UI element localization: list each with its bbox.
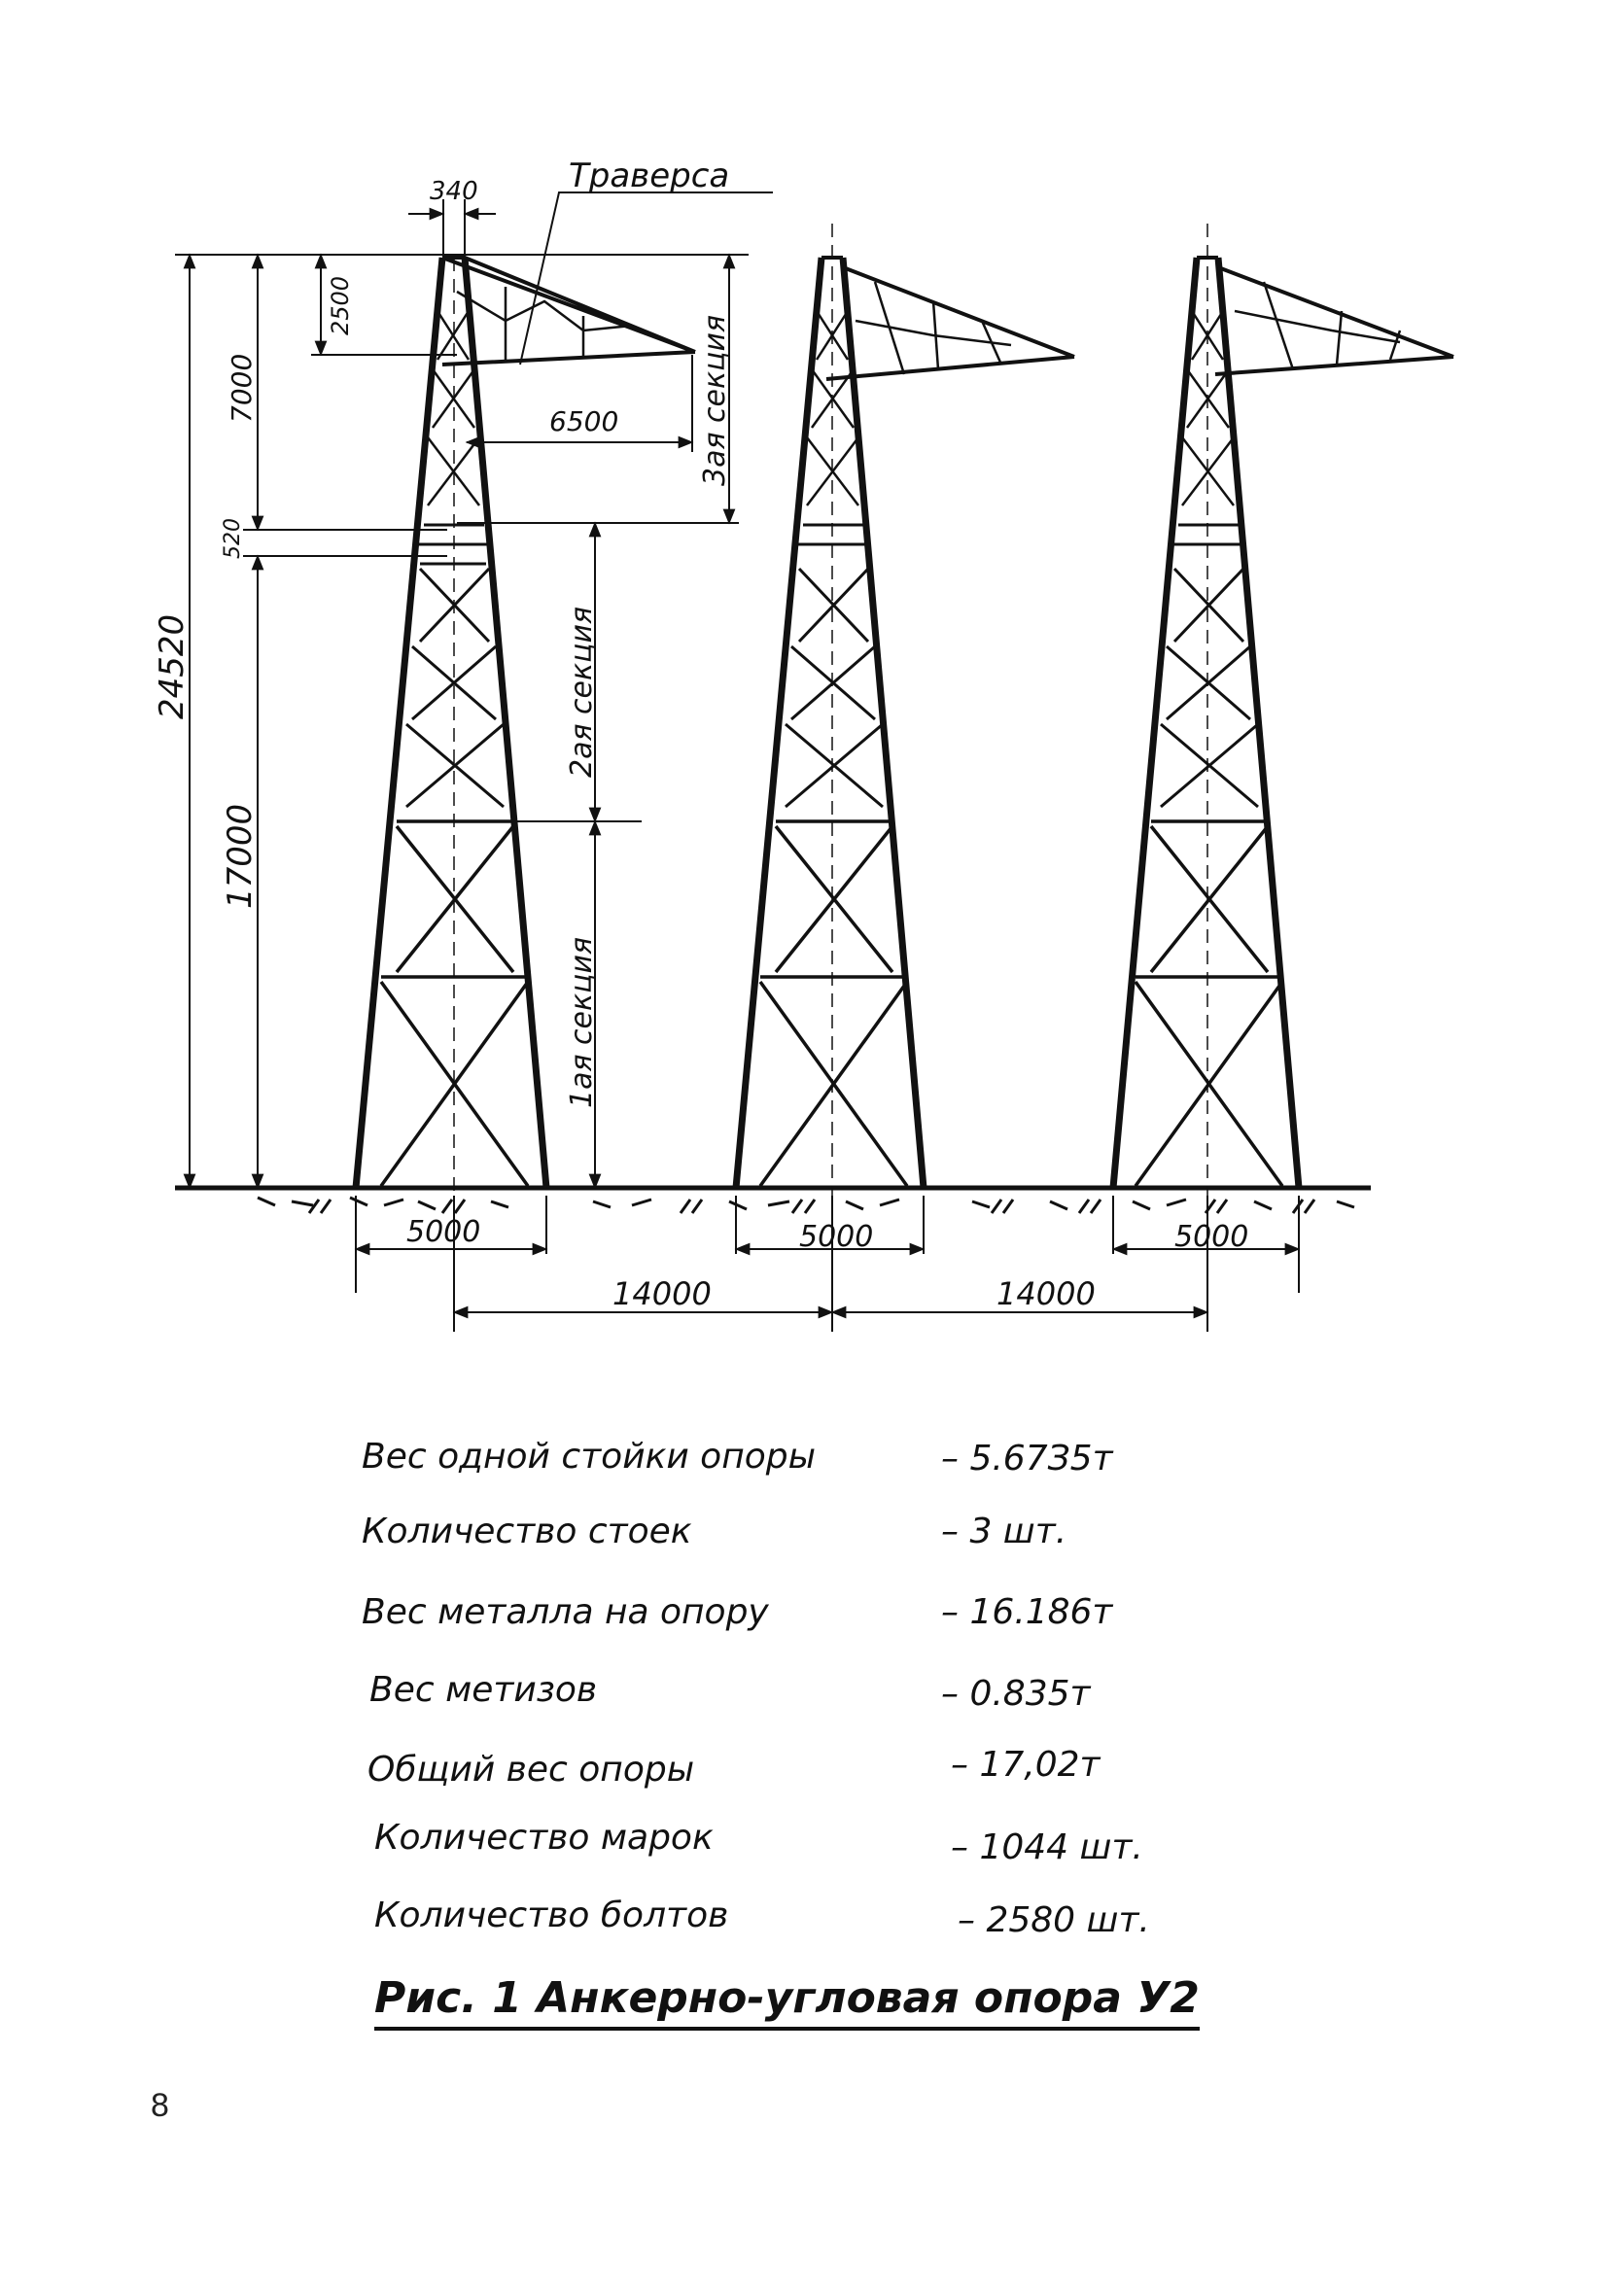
section3-label: 3ая секция xyxy=(698,314,732,486)
figure-caption: Рис. 1 Анкерно-угловая опора У2 xyxy=(374,1973,1200,2031)
dim-section3-height: 7000 xyxy=(226,353,258,423)
spec-value-5: – 17,02т xyxy=(951,1745,1101,1785)
dim-base-width-1: 5000 xyxy=(406,1215,481,1249)
page-number: 8 xyxy=(151,2087,169,2124)
dim-gap: 520 xyxy=(221,518,245,559)
tower-3 xyxy=(1113,224,1453,1196)
dim-base-width-3: 5000 xyxy=(1174,1220,1249,1254)
spec-value-6: – 1044 шт. xyxy=(951,1827,1143,1867)
spec-value-3: – 16.186т xyxy=(941,1592,1113,1632)
spec-label-2: Количество стоек xyxy=(362,1512,692,1551)
spec-label-5: Общий вес опоры xyxy=(367,1750,695,1790)
spec-value-1: – 5.67З5т xyxy=(941,1439,1113,1478)
spec-label-6: Количество марок xyxy=(374,1818,714,1858)
section1-label: 1ая секция xyxy=(565,936,599,1108)
spec-label-3: Вес металла на опору xyxy=(362,1592,769,1632)
spec-value-4: – 0.835т xyxy=(941,1674,1091,1714)
dim-base-width-2: 5000 xyxy=(799,1220,874,1254)
dim-total-height: 24520 xyxy=(153,613,192,719)
dim-lower-height: 17000 xyxy=(221,803,260,909)
tower-1 xyxy=(356,258,695,1196)
dim-spacing-1: 14000 xyxy=(612,1275,712,1312)
spec-label-4: Вес метизов xyxy=(369,1670,598,1710)
spec-value-2: – 3 шт. xyxy=(941,1512,1067,1551)
section2-label: 2ая секция xyxy=(565,606,599,778)
spec-label-1: Вес одной стойки опоры xyxy=(362,1437,817,1477)
dim-spacing-2: 14000 xyxy=(996,1275,1096,1312)
dim-traverse-reach: 6500 xyxy=(549,405,619,437)
traverse-label: Траверса xyxy=(569,157,730,195)
spec-value-7: – 2580 шт. xyxy=(958,1900,1150,1940)
dim-top-width: 340 xyxy=(430,177,478,206)
ground-hatching xyxy=(258,1198,1354,1213)
tower-2 xyxy=(736,224,1074,1196)
dim-traverse-height: 2500 xyxy=(327,275,354,335)
spec-label-7: Количество болтов xyxy=(374,1896,729,1935)
